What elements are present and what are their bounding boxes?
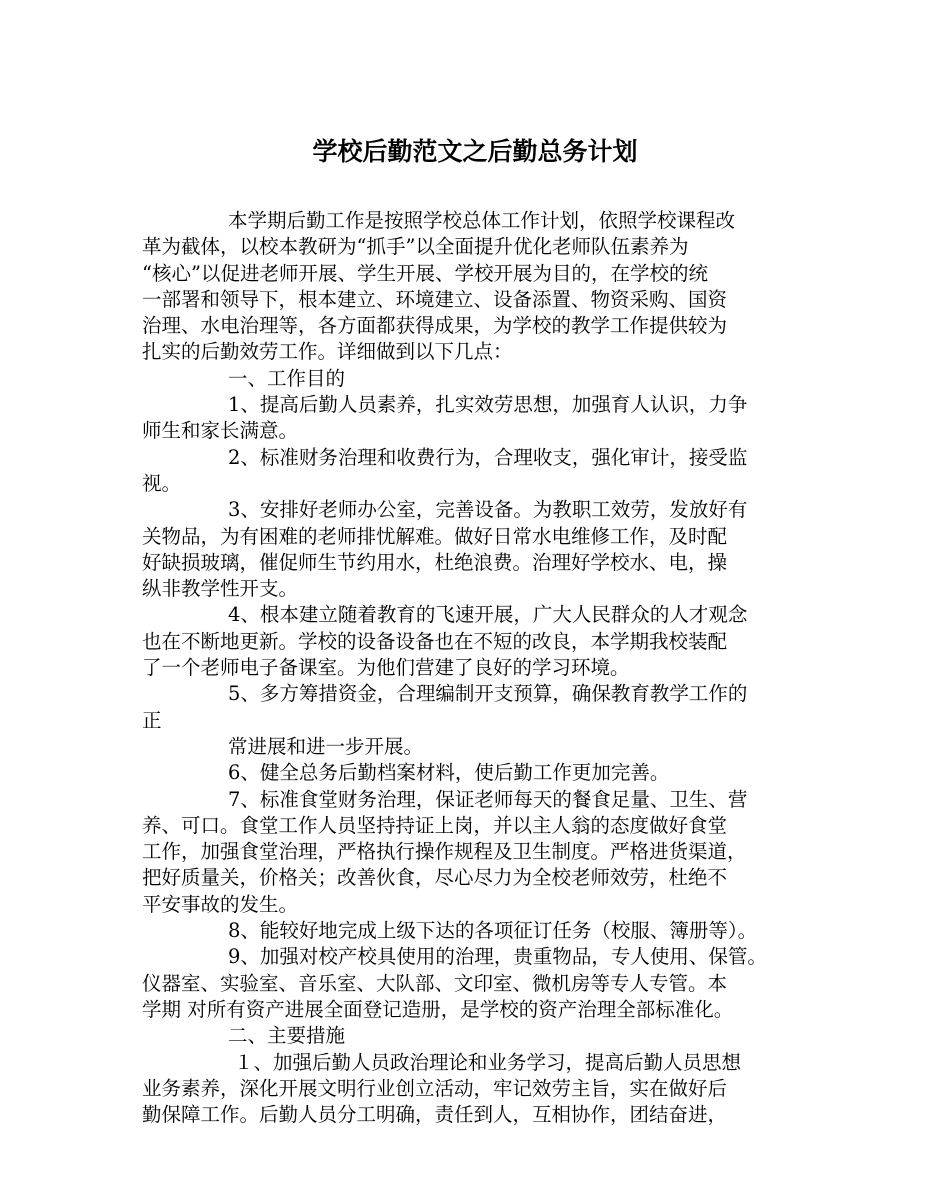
text-line: １、加强后勤人员政治理论和业务学习，提高后勤人员思想 <box>234 1050 742 1074</box>
text-line: 学期 对所有资产进展全面登记造册，是学校的资产治理全部标准化。 <box>142 997 734 1021</box>
text-line: 了一个老师电子备课室。为他们营建了良好的学习环境。 <box>142 656 630 680</box>
text-line: 勤保障工作。后勤人员分工明确，责任到人，互相协作，团结奋进， <box>142 1103 728 1127</box>
section-heading: 二、主要措施 <box>228 1024 346 1048</box>
text-line: 好缺损玻璃，催促师生节约用水，杜绝浪费。治理好学校水、电，操 <box>142 550 728 574</box>
text-line: 6、健全总务后勤档案材料，使后勤工作更加完善。 <box>228 761 670 785</box>
text-line: 仪器室、实验室、音乐室、大队部、文印室、微机房等专人专管。本 <box>142 971 728 995</box>
text-line: 工作，加强食堂治理，严格执行操作规程及卫生制度。严格进货渠道， <box>142 840 747 864</box>
document-body <box>142 208 822 1128</box>
text-line: 视。 <box>142 471 182 495</box>
text-line: 纵非教学性开支。 <box>142 577 299 601</box>
text-line: 关物品，为有困难的老师排忧解难。做好日常水电维修工作，及时配 <box>142 524 728 548</box>
text-line: 正 <box>142 708 162 732</box>
text-line: 7、标准食堂财务治理，保证老师每天的餐食足量、卫生、营 <box>228 787 748 811</box>
section-heading: 一、工作目的 <box>228 366 346 390</box>
text-line: 师生和家长满意。 <box>142 419 299 443</box>
text-line: 本学期后勤工作是按照学校总体工作计划，依照学校课程改 <box>228 209 736 232</box>
document-title: 学校后勤范文之后勤总务计划 <box>312 137 638 166</box>
text-line: 4、根本建立随着教育的飞速开展，广大人民群众的人才观念 <box>228 603 748 627</box>
text-line: 养、可口。食堂工作人员坚持持证上岗，并以主人翁的态度做好食堂 <box>142 813 728 837</box>
text-line: 平安事故的发生。 <box>142 892 299 916</box>
text-line: 5、多方筹措资金，合理编制开支预算，确保教育教学工作的 <box>228 682 748 706</box>
text-line: 革为截体，以校本教研为“抓手”以全面提升优化老师队伍素养为 <box>142 235 689 259</box>
text-line: 常进展和进一步开展。 <box>228 734 424 758</box>
text-line: “核心”以促进老师开展、学生开展、学校开展为目的，在学校的统 <box>142 261 708 285</box>
text-line: 把好质量关，价格关；改善伙食，尽心尽力为全校老师效劳，杜绝不 <box>142 866 728 890</box>
text-line: 2、标准财务治理和收费行为，合理收支，强化审计，接受监 <box>228 445 748 469</box>
text-line: 治理、水电治理等，各方面都获得成果，为学校的教学工作提供较为 <box>142 314 728 338</box>
text-line: 9、加强对校产校具使用的治理，贵重物品，专人使用、保管。 <box>228 945 767 969</box>
text-line: 一部署和领导下，根本建立、环境建立、设备添置、物资采购、国资 <box>142 287 728 311</box>
text-line: 3、安排好老师办公室，完善设备。为教职工效劳，发放好有 <box>228 498 748 522</box>
text-line: 也在不断地更新。学校的设备设备也在不短的改良，本学期我校装配 <box>142 629 728 653</box>
text-line: 8、能较好地完成上级下达的各项征订任务（校服、簿册等）。 <box>228 919 758 943</box>
text-line: 1、提高后勤人员素养，扎实效劳思想，加强育人认识，力争 <box>228 393 748 417</box>
text-line: 业务素养，深化开展文明行业创立活动，牢记效劳主旨，实在做好后 <box>142 1076 728 1100</box>
text-line: 扎实的后勤效劳工作。详细做到以下几点： <box>142 340 513 364</box>
